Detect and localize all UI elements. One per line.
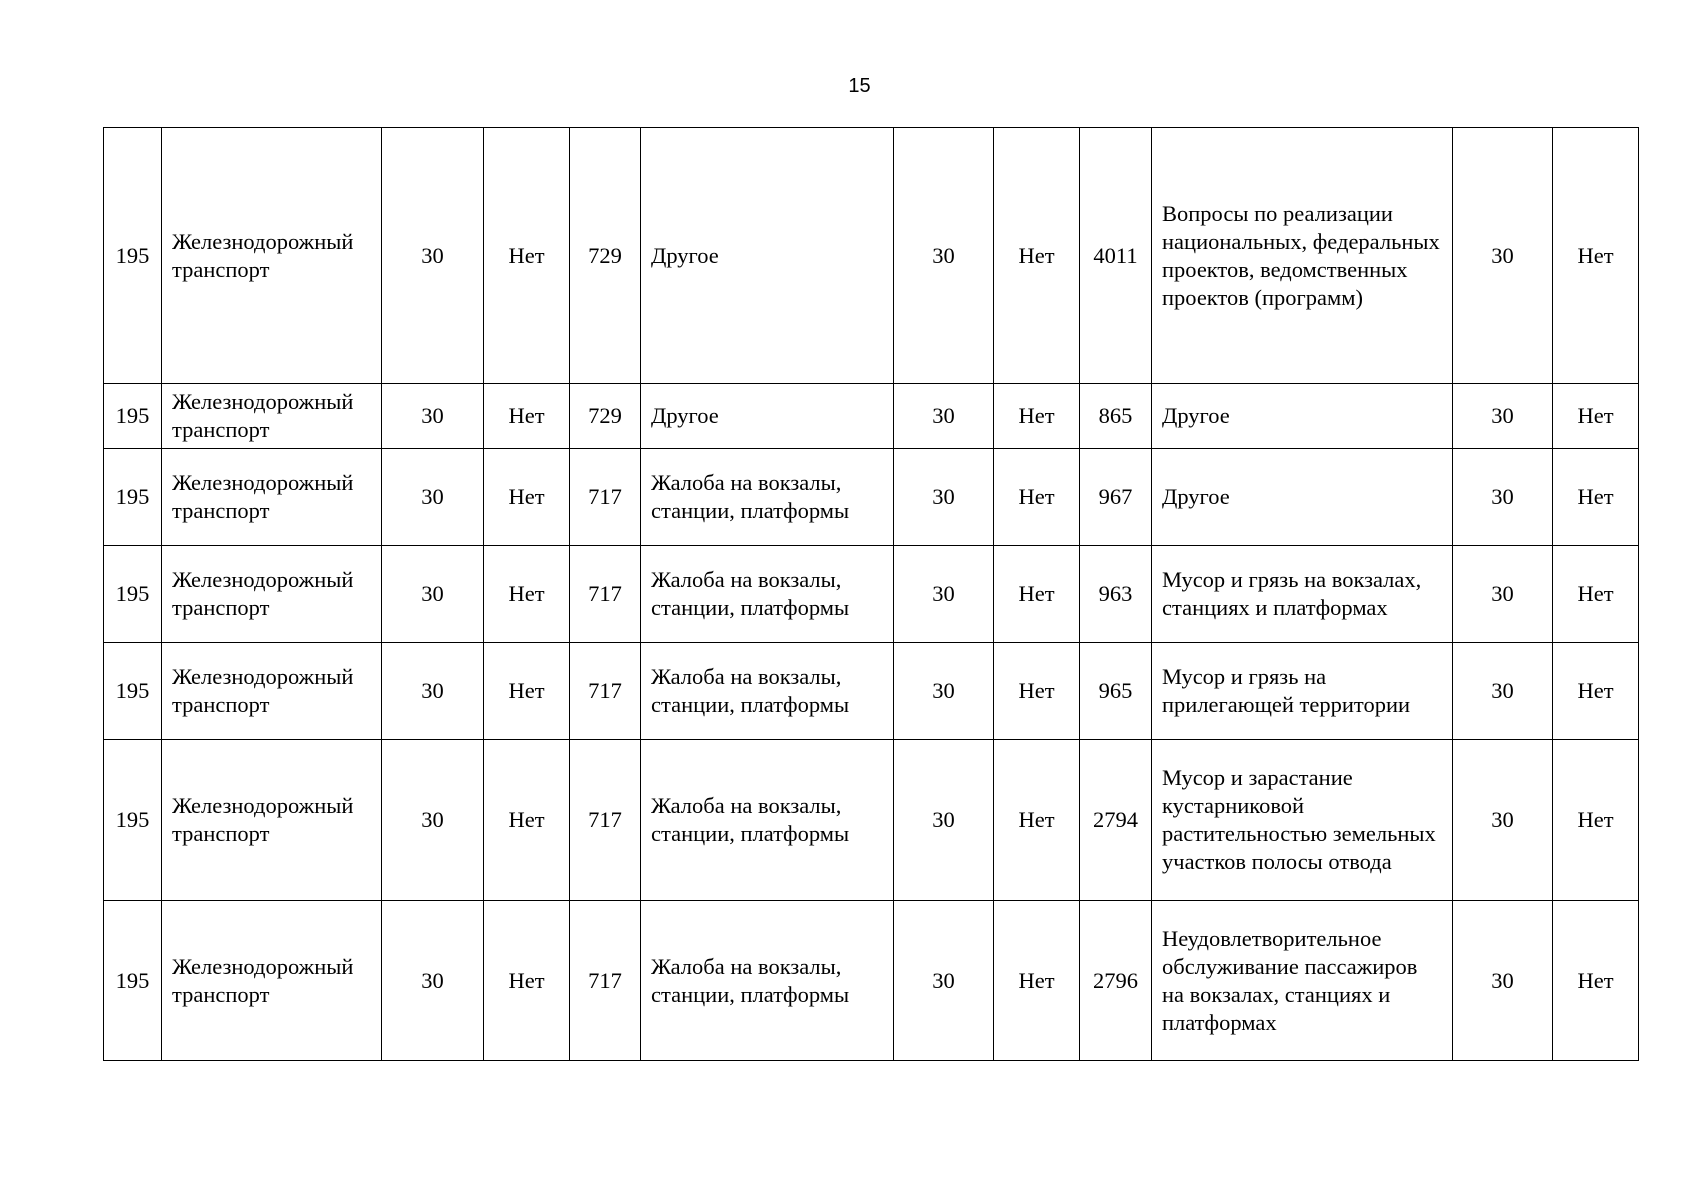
cell-topic-days: 30 bbox=[1453, 643, 1553, 740]
table-row bbox=[104, 128, 1639, 384]
cell-subcode: 729 bbox=[570, 384, 641, 449]
cell-subflag: Нет bbox=[994, 740, 1080, 901]
cell-topic: Вопросы по реализации национальных, федеральных проектов, ведомственных проектов (программ) bbox=[1152, 128, 1453, 384]
cell-flag: Нет bbox=[484, 449, 570, 546]
table-row bbox=[104, 740, 1639, 901]
cell-topic-days: 30 bbox=[1453, 128, 1553, 384]
cell-topic: Другое bbox=[1152, 449, 1453, 546]
cell-subdays: 30 bbox=[894, 740, 994, 901]
cell-flag: Нет bbox=[484, 740, 570, 901]
cell-topic-code: 2796 bbox=[1080, 901, 1152, 1061]
cell-code: 195 bbox=[104, 384, 162, 449]
table-row bbox=[104, 901, 1639, 1061]
cell-subcategory: Жалоба на вокзалы, станции, платформы bbox=[641, 449, 894, 546]
cell-subcode: 717 bbox=[570, 546, 641, 643]
cell-topic-code: 967 bbox=[1080, 449, 1152, 546]
cell-flag: Нет bbox=[484, 546, 570, 643]
cell-days: 30 bbox=[382, 546, 484, 643]
cell-topic-days: 30 bbox=[1453, 740, 1553, 901]
cell-subcategory: Жалоба на вокзалы, станции, платформы bbox=[641, 901, 894, 1061]
cell-topic-code: 2794 bbox=[1080, 740, 1152, 901]
cell-subdays: 30 bbox=[894, 643, 994, 740]
cell-topic-flag: Нет bbox=[1553, 901, 1639, 1061]
cell-subcategory: Другое bbox=[641, 384, 894, 449]
cell-topic: Мусор и зарастание кустарниковой растительностью земельных участков полосы отвода bbox=[1152, 740, 1453, 901]
cell-subcode: 717 bbox=[570, 901, 641, 1061]
cell-subcategory: Другое bbox=[641, 128, 894, 384]
cell-days: 30 bbox=[382, 128, 484, 384]
cell-topic-flag: Нет bbox=[1553, 546, 1639, 643]
cell-topic-flag: Нет bbox=[1553, 643, 1639, 740]
cell-flag: Нет bbox=[484, 384, 570, 449]
cell-subcategory: Жалоба на вокзалы, станции, платформы bbox=[641, 643, 894, 740]
cell-topic-flag: Нет bbox=[1553, 740, 1639, 901]
cell-days: 30 bbox=[382, 901, 484, 1061]
page-number: 15 bbox=[848, 75, 871, 97]
registry-table bbox=[103, 127, 1639, 1061]
cell-topic-days: 30 bbox=[1453, 546, 1553, 643]
cell-topic: Мусор и грязь на прилегающей территории bbox=[1152, 643, 1453, 740]
cell-subcode: 717 bbox=[570, 643, 641, 740]
cell-code: 195 bbox=[104, 740, 162, 901]
cell-code: 195 bbox=[104, 643, 162, 740]
cell-subcode: 717 bbox=[570, 740, 641, 901]
cell-category: Железнодорожный транспорт bbox=[162, 901, 382, 1061]
cell-topic-days: 30 bbox=[1453, 901, 1553, 1061]
cell-days: 30 bbox=[382, 384, 484, 449]
cell-category: Железнодорожный транспорт bbox=[162, 740, 382, 901]
cell-code: 195 bbox=[104, 128, 162, 384]
cell-category: Железнодорожный транспорт bbox=[162, 449, 382, 546]
cell-subdays: 30 bbox=[894, 384, 994, 449]
table-row bbox=[104, 449, 1639, 546]
table-row bbox=[104, 546, 1639, 643]
cell-subdays: 30 bbox=[894, 901, 994, 1061]
cell-days: 30 bbox=[382, 449, 484, 546]
cell-subcategory: Жалоба на вокзалы, станции, платформы bbox=[641, 740, 894, 901]
cell-subcode: 729 bbox=[570, 128, 641, 384]
cell-topic-days: 30 bbox=[1453, 384, 1553, 449]
cell-category: Железнодорожный транспорт bbox=[162, 384, 382, 449]
cell-code: 195 bbox=[104, 546, 162, 643]
table-row bbox=[104, 384, 1639, 449]
cell-subflag: Нет bbox=[994, 384, 1080, 449]
table-body bbox=[104, 128, 1639, 1061]
cell-subdays: 30 bbox=[894, 546, 994, 643]
cell-subcategory: Жалоба на вокзалы, станции, платформы bbox=[641, 546, 894, 643]
cell-topic: Другое bbox=[1152, 384, 1453, 449]
cell-topic-flag: Нет bbox=[1553, 128, 1639, 384]
cell-category: Железнодорожный транспорт bbox=[162, 643, 382, 740]
cell-code: 195 bbox=[104, 449, 162, 546]
cell-flag: Нет bbox=[484, 901, 570, 1061]
cell-topic: Мусор и грязь на вокзалах, станциях и платформах bbox=[1152, 546, 1453, 643]
cell-subdays: 30 bbox=[894, 449, 994, 546]
cell-days: 30 bbox=[382, 740, 484, 901]
cell-category: Железнодорожный транспорт bbox=[162, 546, 382, 643]
cell-topic-code: 4011 bbox=[1080, 128, 1152, 384]
cell-subflag: Нет bbox=[994, 128, 1080, 384]
cell-topic-flag: Нет bbox=[1553, 384, 1639, 449]
cell-topic-code: 963 bbox=[1080, 546, 1152, 643]
cell-code: 195 bbox=[104, 901, 162, 1061]
table-row bbox=[104, 643, 1639, 740]
cell-days: 30 bbox=[382, 643, 484, 740]
cell-subflag: Нет bbox=[994, 546, 1080, 643]
cell-topic: Неудовлетворительное обслуживание пассажиров на вокзалах, станциях и платформах bbox=[1152, 901, 1453, 1061]
cell-subflag: Нет bbox=[994, 449, 1080, 546]
cell-topic-flag: Нет bbox=[1553, 449, 1639, 546]
cell-subflag: Нет bbox=[994, 901, 1080, 1061]
cell-topic-code: 865 bbox=[1080, 384, 1152, 449]
cell-category: Железнодорожный транспорт bbox=[162, 128, 382, 384]
cell-flag: Нет bbox=[484, 128, 570, 384]
cell-subcode: 717 bbox=[570, 449, 641, 546]
cell-subflag: Нет bbox=[994, 643, 1080, 740]
cell-topic-code: 965 bbox=[1080, 643, 1152, 740]
cell-flag: Нет bbox=[484, 643, 570, 740]
cell-topic-days: 30 bbox=[1453, 449, 1553, 546]
cell-subdays: 30 bbox=[894, 128, 994, 384]
